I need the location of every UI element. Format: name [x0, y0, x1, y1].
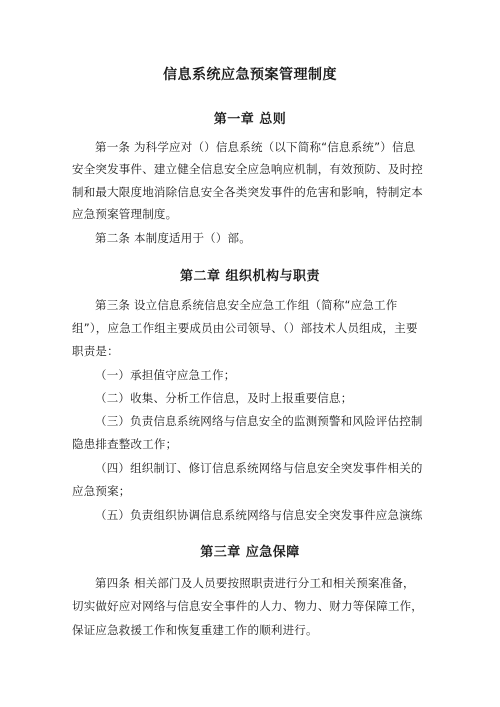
chapter-2-line-1: 第三条 设立信息系统信息安全应急工作组（简称“应急工作 — [95, 298, 398, 312]
chapter-1-line-4: 应急预案管理制度。 — [72, 207, 178, 221]
chapter-1-heading: 第一章 总则 — [213, 112, 287, 127]
chapter-2-line-7: 隐患排查整改工作； — [72, 437, 178, 451]
chapter-2-line-8: （四）组织制订、修订信息系统网络与信息安全突发事件相关的 — [95, 461, 423, 475]
chapter-2-line-9: 应急预案； — [72, 484, 131, 498]
chapter-2-line-5: （二）收集、分析工作信息，及时上报重要信息； — [95, 391, 353, 405]
chapter-1-line-1: 第一条 为科学应对（）信息系统（以下简称“信息系统”）信息 — [95, 140, 416, 154]
chapter-3-heading: 第三章 应急保障 — [200, 545, 300, 560]
chapter-2-line-3: 职责是： — [72, 344, 119, 358]
chapter-3-line-1: 第四条 相关部门及人员要按照职责进行分工和相关预案准备， — [95, 576, 415, 590]
chapter-1-line-3: 制和最大限度地消除信息安全各类突发事件的危害和影响，特制定本 — [72, 185, 423, 199]
chapter-1-line-5: 第二条 本制度适用于（）部。 — [95, 231, 251, 245]
chapter-2-line-10: （五）负责组织协调信息系统网络与信息安全突发事件应急演练 — [95, 508, 423, 522]
chapter-2-heading: 第二章 组织机构与职责 — [179, 269, 321, 284]
chapter-3-line-2: 切实做好应对网络与信息安全事件的人力、物力、财力等保障工作， — [72, 599, 423, 613]
chapter-3-line-3: 保证应急救援工作和恢复重建工作的顺利进行。 — [72, 623, 318, 637]
chapter-2-line-4: （一）承担值守应急工作； — [95, 368, 236, 382]
document-title: 信息系统应急预案管理制度 — [163, 67, 337, 83]
chapter-2-line-2: 组”），应急工作组主要成员由公司领导、（）部技术人员组成，主要 — [72, 321, 418, 335]
chapter-2-line-6: （三）负责信息系统网络与信息安全的监测预警和风险评估控制 — [95, 414, 423, 428]
chapter-1-line-2: 安全突发事件、建立健全信息安全应急响应机制，有效预防、及时控 — [72, 162, 423, 176]
